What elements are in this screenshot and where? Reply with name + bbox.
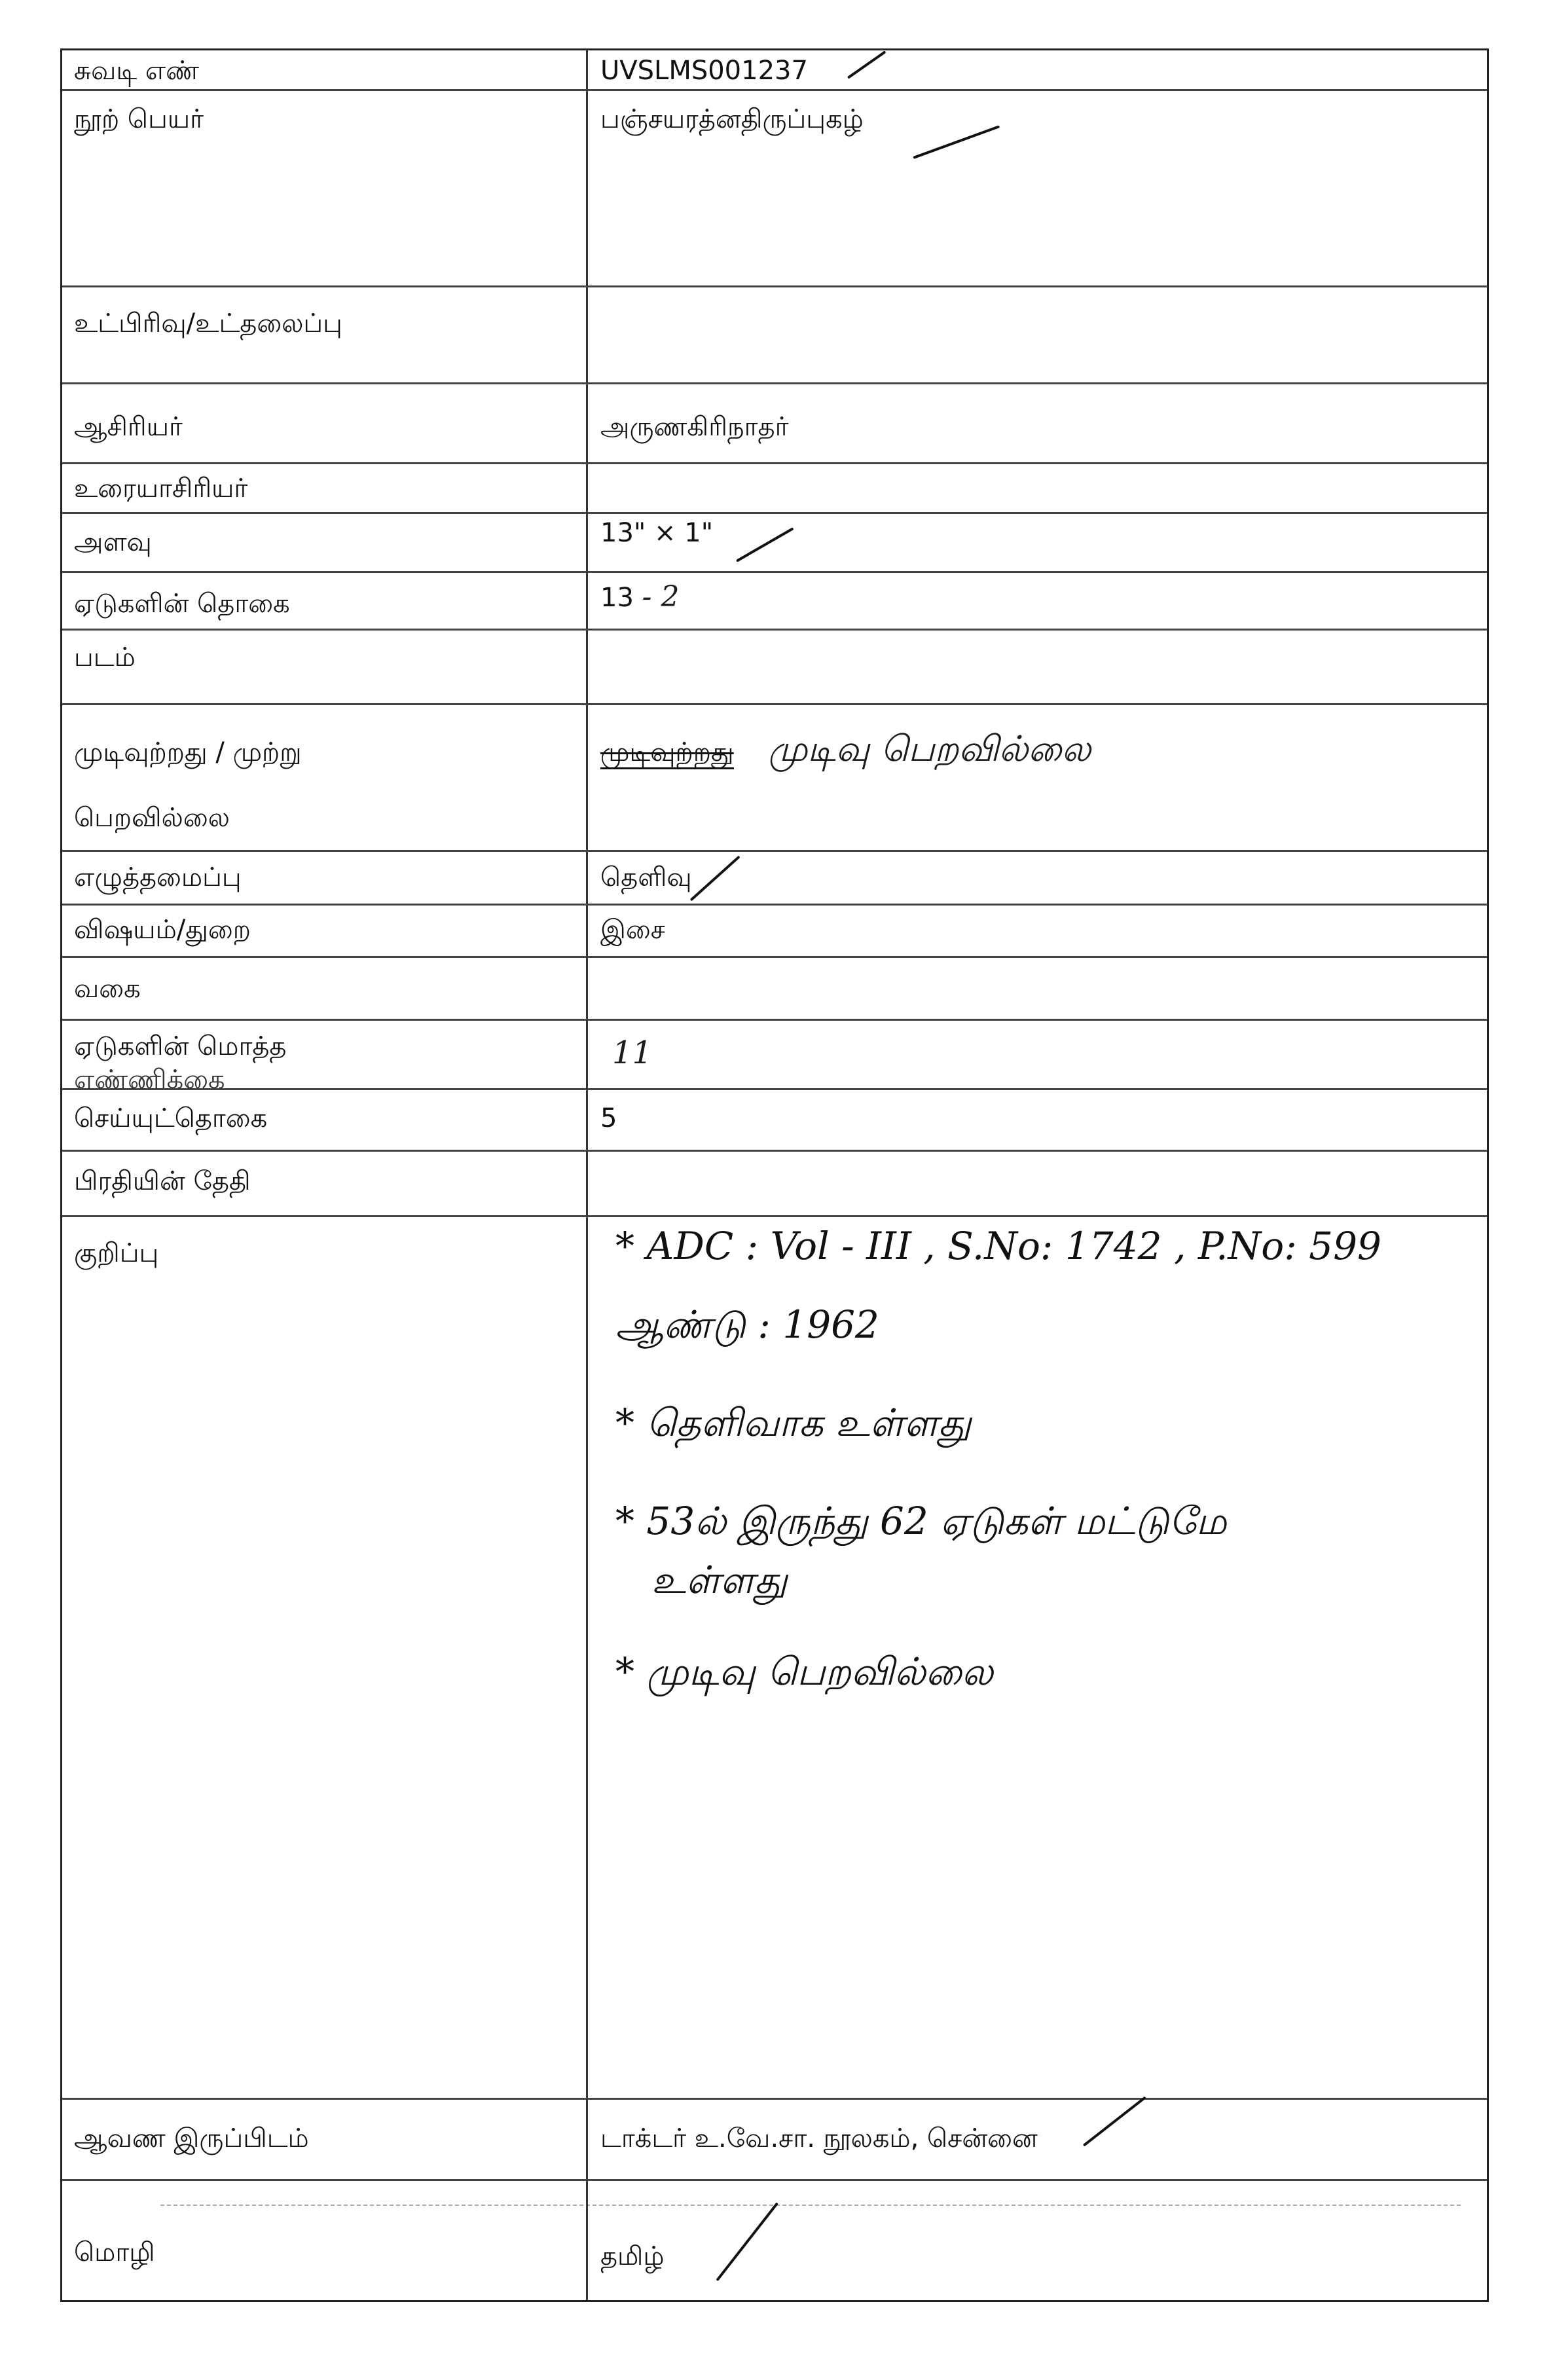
- note-line: * ADC : Vol - III , S.No: 1742 , P.No: 599: [615, 1224, 1381, 1268]
- row-completion: [62, 705, 1487, 852]
- note-line: * தெளிவாக உள்ளது: [615, 1401, 972, 1445]
- field-value: பஞ்சயரத்னதிருப்புகழ்: [600, 104, 864, 134]
- row-manuscript-number: [62, 50, 1487, 91]
- field-label: செய்யுட்தொகை: [74, 1103, 268, 1133]
- row-script: [62, 852, 1487, 906]
- check-mark: [913, 125, 1000, 159]
- row-copy-date: [62, 1152, 1487, 1217]
- field-value: 13" × 1": [600, 518, 714, 548]
- field-label: பிரதியின் தேதி: [74, 1166, 251, 1196]
- field-label: ஆசிரியர்: [74, 412, 183, 442]
- field-label: மொழி: [74, 2237, 155, 2267]
- field-label: விஷயம்/துறை: [74, 915, 251, 945]
- check-mark: [1083, 2096, 1146, 2147]
- field-value: 13: [600, 583, 634, 613]
- field-value: முடிவுற்றது: [600, 737, 734, 769]
- check-mark: [847, 50, 886, 79]
- field-label: நூற் பெயர்: [74, 104, 204, 134]
- row-subject: [62, 906, 1487, 958]
- field-label: ஏடுகளின் மொத்த: [74, 1031, 287, 1061]
- field-label: படம்: [74, 642, 136, 672]
- check-mark: [736, 527, 794, 562]
- handwritten-note: முடிவு பெறவில்லை: [768, 728, 1091, 769]
- row-size: [62, 514, 1487, 573]
- field-value: 5: [600, 1103, 617, 1133]
- note-line: உள்ளது: [651, 1558, 788, 1602]
- check-mark: [690, 856, 740, 902]
- handwritten-note: - 2: [642, 580, 680, 613]
- field-label: குறிப்பு: [74, 1238, 159, 1268]
- field-label-cut: எண்ணிக்கை: [74, 1065, 225, 1095]
- field-label: ஆவண இருப்பிடம்: [74, 2123, 309, 2153]
- field-label: எழுத்தமைப்பு: [74, 862, 242, 892]
- row-leaf-count: [62, 573, 1487, 631]
- row-author: [62, 384, 1487, 464]
- row-category: [62, 958, 1487, 1021]
- field-label: ஏடுகளின் தொகை: [74, 589, 290, 619]
- field-value: தெளிவு: [600, 862, 692, 892]
- note-line: * முடிவு பெறவில்லை: [615, 1649, 993, 1694]
- catalog-sheet: [60, 48, 1489, 2302]
- note-line: * 53ல் இருந்து 62 ஏடுகள் மட்டுமே: [615, 1499, 1227, 1543]
- row-language: [62, 2181, 1487, 2300]
- row-verse-count: [62, 1090, 1487, 1152]
- note-line: ஆண்டு : 1962: [615, 1302, 879, 1347]
- row-book-name: [62, 91, 1487, 287]
- field-value: இசை: [600, 915, 665, 945]
- field-value: அருணகிரிநாதர்: [600, 412, 789, 442]
- row-commentator: [62, 464, 1487, 514]
- row-remarks: [62, 1217, 1487, 2100]
- field-label: அளவு: [74, 527, 152, 557]
- field-value: தமிழ்: [600, 2241, 665, 2271]
- field-label: உட்பிரிவு/உட்தலைப்பு: [74, 308, 342, 339]
- field-label: சுவடி எண்: [74, 56, 200, 86]
- field-label: வகை: [74, 974, 141, 1004]
- row-illustration: [62, 631, 1487, 705]
- row-subdivision: [62, 287, 1487, 384]
- check-mark: [716, 2203, 778, 2282]
- row-total-leaves: [62, 1021, 1487, 1095]
- field-value: UVSLMS001237: [600, 56, 808, 86]
- handwritten-note: 11: [612, 1034, 653, 1071]
- field-label: உரையாசிரியர்: [74, 473, 248, 503]
- field-label: முடிவுற்றது / முற்று பெறவில்லை: [74, 737, 302, 833]
- field-value: டாக்டர் உ.வே.சா. நூலகம், சென்னை: [600, 2123, 1038, 2153]
- row-repository: [62, 2100, 1487, 2181]
